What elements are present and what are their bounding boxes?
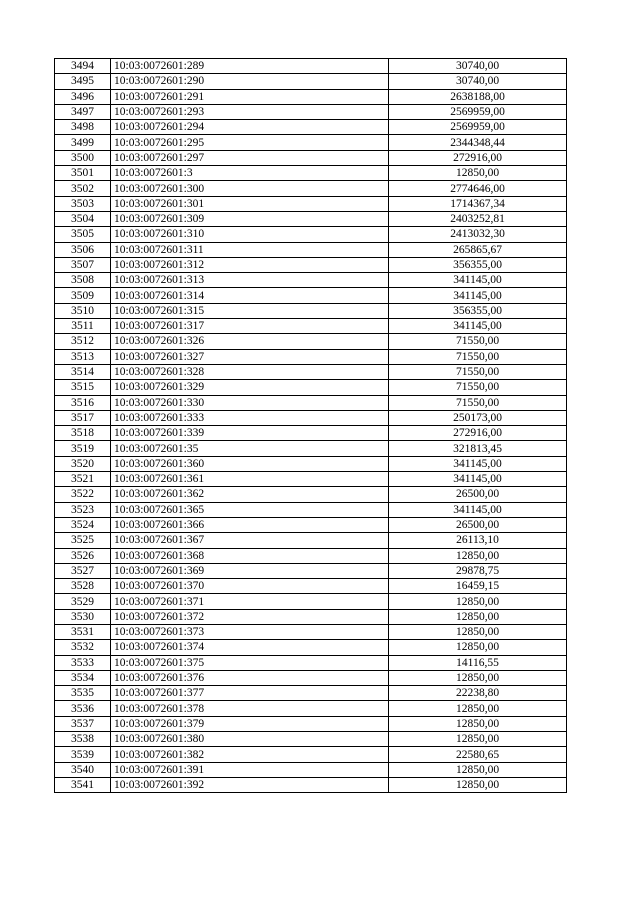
cadastral-value-cell: 250173,00 <box>389 410 567 425</box>
row-number-cell: 3535 <box>55 686 111 701</box>
cadastral-value-cell: 2403252,81 <box>389 211 567 226</box>
row-number-cell: 3540 <box>55 762 111 777</box>
cadastral-value-cell: 12850,00 <box>389 594 567 609</box>
cadastral-value-cell: 12850,00 <box>389 670 567 685</box>
cadastral-number-cell: 10:03:0072601:330 <box>111 395 389 410</box>
table-row <box>55 732 567 747</box>
cadastral-number-cell: 10:03:0072601:289 <box>111 59 389 74</box>
cadastral-number-cell: 10:03:0072601:378 <box>111 701 389 716</box>
table-row <box>55 670 567 685</box>
row-number-cell: 3528 <box>55 579 111 594</box>
cadastral-number-cell: 10:03:0072601:365 <box>111 502 389 517</box>
row-number-cell: 3511 <box>55 319 111 334</box>
table-row <box>55 150 567 165</box>
table-row <box>55 334 567 349</box>
cadastral-number-cell: 10:03:0072601:370 <box>111 579 389 594</box>
cadastral-value-cell: 71550,00 <box>389 364 567 379</box>
row-number-cell: 3536 <box>55 701 111 716</box>
cadastral-value-cell: 2638188,00 <box>389 89 567 104</box>
row-number-cell: 3524 <box>55 517 111 532</box>
cadastral-number-cell: 10:03:0072601:362 <box>111 487 389 502</box>
table-row <box>55 487 567 502</box>
row-number-cell: 3494 <box>55 59 111 74</box>
table-row <box>55 579 567 594</box>
table-row <box>55 441 567 456</box>
table-row <box>55 349 567 364</box>
table-body <box>55 59 567 793</box>
cadastral-number-cell: 10:03:0072601:368 <box>111 548 389 563</box>
cadastral-value-cell: 71550,00 <box>389 395 567 410</box>
table-row <box>55 181 567 196</box>
cadastral-number-cell: 10:03:0072601:371 <box>111 594 389 609</box>
cadastral-value-cell: 2569959,00 <box>389 120 567 135</box>
table-row <box>55 747 567 762</box>
row-number-cell: 3499 <box>55 135 111 150</box>
cadastral-value-cell: 22238,80 <box>389 686 567 701</box>
cadastral-number-cell: 10:03:0072601:315 <box>111 303 389 318</box>
cadastral-value-cell: 26113,10 <box>389 533 567 548</box>
cadastral-value-cell: 356355,00 <box>389 303 567 318</box>
cadastral-value-cell: 341145,00 <box>389 502 567 517</box>
cadastral-number-cell: 10:03:0072601:376 <box>111 670 389 685</box>
table-row <box>55 548 567 563</box>
cadastral-value-cell: 341145,00 <box>389 288 567 303</box>
cadastral-value-cell: 12850,00 <box>389 640 567 655</box>
table-row <box>55 716 567 731</box>
table-row <box>55 273 567 288</box>
table-row <box>55 762 567 777</box>
cadastral-number-cell: 10:03:0072601:294 <box>111 120 389 135</box>
table-row <box>55 640 567 655</box>
table-row <box>55 456 567 471</box>
table-row <box>55 89 567 104</box>
cadastral-number-cell: 10:03:0072601:333 <box>111 410 389 425</box>
row-number-cell: 3537 <box>55 716 111 731</box>
cadastral-number-cell: 10:03:0072601:391 <box>111 762 389 777</box>
row-number-cell: 3531 <box>55 624 111 639</box>
cadastral-number-cell: 10:03:0072601:379 <box>111 716 389 731</box>
cadastral-value-cell: 12850,00 <box>389 166 567 181</box>
cadastral-number-cell: 10:03:0072601:293 <box>111 104 389 119</box>
row-number-cell: 3502 <box>55 181 111 196</box>
row-number-cell: 3541 <box>55 777 111 792</box>
table-row <box>55 196 567 211</box>
cadastral-value-cell: 341145,00 <box>389 472 567 487</box>
cadastral-number-cell: 10:03:0072601:3 <box>111 166 389 181</box>
cadastral-value-cell: 2344348,44 <box>389 135 567 150</box>
table-row <box>55 364 567 379</box>
row-number-cell: 3523 <box>55 502 111 517</box>
cadastral-value-cell: 71550,00 <box>389 380 567 395</box>
cadastral-number-cell: 10:03:0072601:327 <box>111 349 389 364</box>
cadastral-value-cell: 12850,00 <box>389 732 567 747</box>
row-number-cell: 3500 <box>55 150 111 165</box>
cadastral-value-cell: 30740,00 <box>389 74 567 89</box>
cadastral-number-cell: 10:03:0072601:35 <box>111 441 389 456</box>
cadastral-value-cell: 22580,65 <box>389 747 567 762</box>
row-number-cell: 3522 <box>55 487 111 502</box>
cadastral-number-cell: 10:03:0072601:295 <box>111 135 389 150</box>
table-row <box>55 380 567 395</box>
row-number-cell: 3512 <box>55 334 111 349</box>
cadastral-number-cell: 10:03:0072601:392 <box>111 777 389 792</box>
cadastral-value-cell: 2774646,00 <box>389 181 567 196</box>
row-number-cell: 3509 <box>55 288 111 303</box>
cadastral-number-cell: 10:03:0072601:372 <box>111 609 389 624</box>
table-row <box>55 517 567 532</box>
cadastral-value-cell: 2413032,30 <box>389 227 567 242</box>
row-number-cell: 3534 <box>55 670 111 685</box>
cadastral-number-cell: 10:03:0072601:360 <box>111 456 389 471</box>
row-number-cell: 3496 <box>55 89 111 104</box>
cadastral-value-cell: 16459,15 <box>389 579 567 594</box>
table-row <box>55 242 567 257</box>
cadastral-value-cell: 12850,00 <box>389 548 567 563</box>
cadastral-number-cell: 10:03:0072601:382 <box>111 747 389 762</box>
cadastral-number-cell: 10:03:0072601:361 <box>111 472 389 487</box>
cadastral-number-cell: 10:03:0072601:290 <box>111 74 389 89</box>
cadastral-value-cell: 341145,00 <box>389 273 567 288</box>
table-row <box>55 257 567 272</box>
cadastral-value-cell: 2569959,00 <box>389 104 567 119</box>
row-number-cell: 3520 <box>55 456 111 471</box>
table-row <box>55 655 567 670</box>
table-row <box>55 166 567 181</box>
table-row <box>55 563 567 578</box>
row-number-cell: 3513 <box>55 349 111 364</box>
cadastral-number-cell: 10:03:0072601:317 <box>111 319 389 334</box>
table-row <box>55 502 567 517</box>
cadastral-number-cell: 10:03:0072601:314 <box>111 288 389 303</box>
cadastral-value-cell: 71550,00 <box>389 349 567 364</box>
table-row <box>55 686 567 701</box>
table-row <box>55 288 567 303</box>
row-number-cell: 3501 <box>55 166 111 181</box>
cadastral-number-cell: 10:03:0072601:373 <box>111 624 389 639</box>
table-row <box>55 74 567 89</box>
cadastral-number-cell: 10:03:0072601:329 <box>111 380 389 395</box>
cadastral-number-cell: 10:03:0072601:297 <box>111 150 389 165</box>
cadastral-value-cell: 12850,00 <box>389 609 567 624</box>
table-row <box>55 701 567 716</box>
row-number-cell: 3516 <box>55 395 111 410</box>
table-row <box>55 120 567 135</box>
row-number-cell: 3530 <box>55 609 111 624</box>
cadastral-number-cell: 10:03:0072601:313 <box>111 273 389 288</box>
cadastral-value-cell: 341145,00 <box>389 456 567 471</box>
cadastral-number-cell: 10:03:0072601:377 <box>111 686 389 701</box>
cadastral-number-cell: 10:03:0072601:328 <box>111 364 389 379</box>
table-row <box>55 59 567 74</box>
cadastral-number-cell: 10:03:0072601:326 <box>111 334 389 349</box>
table-row <box>55 135 567 150</box>
row-number-cell: 3526 <box>55 548 111 563</box>
cadastral-value-cell: 272916,00 <box>389 150 567 165</box>
table-row <box>55 410 567 425</box>
row-number-cell: 3507 <box>55 257 111 272</box>
cadastral-number-cell: 10:03:0072601:310 <box>111 227 389 242</box>
table-row <box>55 395 567 410</box>
row-number-cell: 3497 <box>55 104 111 119</box>
cadastral-value-cell: 71550,00 <box>389 334 567 349</box>
row-number-cell: 3527 <box>55 563 111 578</box>
cadastral-value-cell: 29878,75 <box>389 563 567 578</box>
row-number-cell: 3515 <box>55 380 111 395</box>
row-number-cell: 3539 <box>55 747 111 762</box>
cadastral-value-cell: 26500,00 <box>389 487 567 502</box>
cadastral-number-cell: 10:03:0072601:369 <box>111 563 389 578</box>
row-number-cell: 3517 <box>55 410 111 425</box>
table-row <box>55 777 567 792</box>
cadastral-number-cell: 10:03:0072601:375 <box>111 655 389 670</box>
row-number-cell: 3525 <box>55 533 111 548</box>
cadastral-value-cell: 12850,00 <box>389 701 567 716</box>
table-row <box>55 426 567 441</box>
row-number-cell: 3533 <box>55 655 111 670</box>
table-row <box>55 472 567 487</box>
table-row <box>55 104 567 119</box>
table-row <box>55 211 567 226</box>
cadastral-value-cell: 12850,00 <box>389 762 567 777</box>
row-number-cell: 3518 <box>55 426 111 441</box>
table-row <box>55 594 567 609</box>
cadastral-value-cell: 321813,45 <box>389 441 567 456</box>
row-number-cell: 3505 <box>55 227 111 242</box>
cadastral-number-cell: 10:03:0072601:291 <box>111 89 389 104</box>
table-row <box>55 319 567 334</box>
row-number-cell: 3504 <box>55 211 111 226</box>
row-number-cell: 3519 <box>55 441 111 456</box>
cadastral-number-cell: 10:03:0072601:301 <box>111 196 389 211</box>
row-number-cell: 3506 <box>55 242 111 257</box>
cadastral-value-cell: 12850,00 <box>389 716 567 731</box>
cadastral-value-cell: 26500,00 <box>389 517 567 532</box>
cadastral-number-cell: 10:03:0072601:339 <box>111 426 389 441</box>
row-number-cell: 3514 <box>55 364 111 379</box>
cadastral-value-cell: 12850,00 <box>389 624 567 639</box>
cadastral-value-cell: 341145,00 <box>389 319 567 334</box>
row-number-cell: 3521 <box>55 472 111 487</box>
row-number-cell: 3532 <box>55 640 111 655</box>
row-number-cell: 3498 <box>55 120 111 135</box>
table-row <box>55 303 567 318</box>
cadastral-number-cell: 10:03:0072601:374 <box>111 640 389 655</box>
table-row <box>55 609 567 624</box>
cadastral-number-cell: 10:03:0072601:311 <box>111 242 389 257</box>
cadastral-number-cell: 10:03:0072601:309 <box>111 211 389 226</box>
cadastral-number-cell: 10:03:0072601:366 <box>111 517 389 532</box>
row-number-cell: 3495 <box>55 74 111 89</box>
cadastral-value-cell: 265865,67 <box>389 242 567 257</box>
row-number-cell: 3508 <box>55 273 111 288</box>
cadastral-value-cell: 1714367,34 <box>389 196 567 211</box>
row-number-cell: 3503 <box>55 196 111 211</box>
cadastral-value-cell: 272916,00 <box>389 426 567 441</box>
row-number-cell: 3510 <box>55 303 111 318</box>
cadastral-value-cell: 14116,55 <box>389 655 567 670</box>
cadastral-number-cell: 10:03:0072601:312 <box>111 257 389 272</box>
cadastral-value-cell: 30740,00 <box>389 59 567 74</box>
table-row <box>55 533 567 548</box>
cadastral-number-cell: 10:03:0072601:300 <box>111 181 389 196</box>
cadastral-value-cell: 12850,00 <box>389 777 567 792</box>
table-row <box>55 227 567 242</box>
cadastral-value-cell: 356355,00 <box>389 257 567 272</box>
row-number-cell: 3538 <box>55 732 111 747</box>
cadastral-number-cell: 10:03:0072601:367 <box>111 533 389 548</box>
cadastral-number-cell: 10:03:0072601:380 <box>111 732 389 747</box>
cadastral-value-table <box>54 58 567 793</box>
row-number-cell: 3529 <box>55 594 111 609</box>
table-row <box>55 624 567 639</box>
